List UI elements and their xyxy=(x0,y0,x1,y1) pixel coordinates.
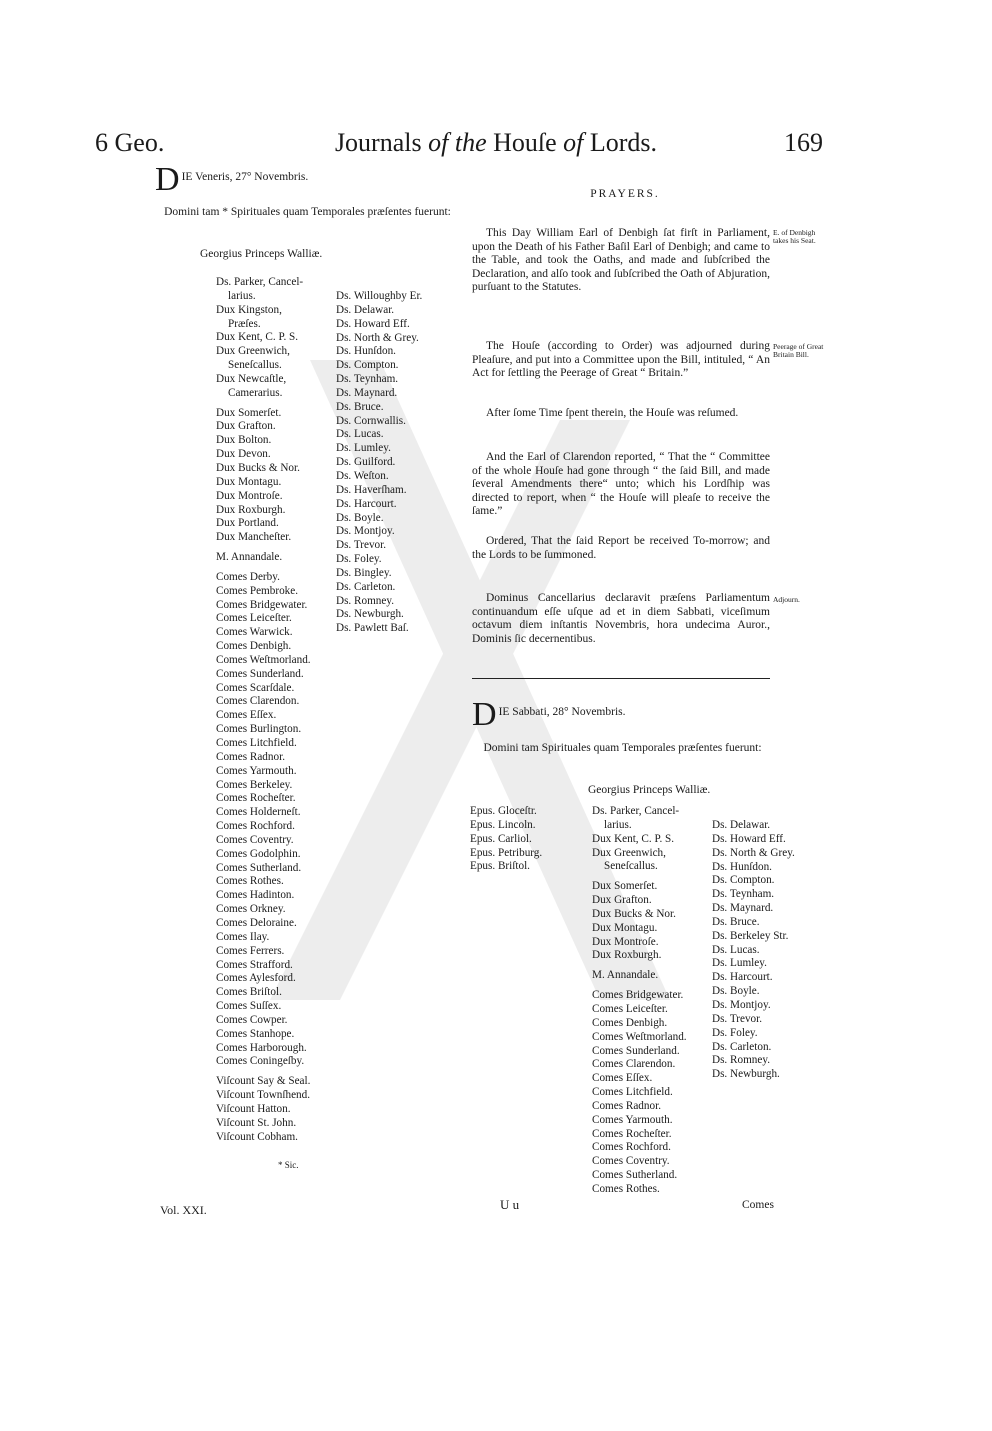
list-item: Comes Ilay. xyxy=(216,930,270,943)
list-item: Comes Rochford. xyxy=(592,1141,671,1154)
running-header-title: Journals of the Houſe of Lords. xyxy=(334,128,658,157)
list-item: Comes Bridgewater. xyxy=(592,989,684,1002)
list-item: Comes Rothes. xyxy=(592,1182,660,1195)
day2-peers-column-2 xyxy=(712,819,832,1082)
day1-prince: Georgius Princeps Walliæ. xyxy=(200,248,323,260)
list-item: Comes Deloraine. xyxy=(216,916,297,929)
list-item: Comes Sunderland. xyxy=(216,667,304,680)
volume-label: Vol. XXI. xyxy=(160,1203,207,1217)
list-item: Dux Grafton. xyxy=(216,420,276,433)
list-item: Viſcount Townſhend. xyxy=(216,1089,311,1102)
list-item: larius. xyxy=(604,818,632,831)
catchword: Comes xyxy=(742,1199,774,1211)
list-item: Dux Somerſet. xyxy=(592,880,658,893)
day2-drop-cap: D xyxy=(472,696,497,733)
list-item: Comes Yarmouth. xyxy=(592,1113,673,1126)
list-item: Comes Briſtol. xyxy=(216,986,282,999)
list-item: Ds. Compton. xyxy=(336,359,399,372)
list-item: Comes Coningeſby. xyxy=(216,1055,305,1068)
list-item: Dux Montagu. xyxy=(216,475,282,488)
day2-intro: Domini tam Spirituales quam Temporales præſentes fuerunt: xyxy=(483,742,762,754)
list-item: Ds. Maynard. xyxy=(712,902,774,915)
list-item: Ds. Berkeley Str. xyxy=(712,929,789,942)
list-item: Comes Radnor. xyxy=(592,1099,661,1112)
list-item: Ds. Boyle. xyxy=(712,985,760,998)
list-item: Comes Warwick. xyxy=(216,626,293,639)
list-item: Comes Eſſex. xyxy=(592,1072,653,1085)
list-item: Ds. Maynard. xyxy=(336,386,398,399)
list-item: Dux Greenwich, xyxy=(216,345,290,358)
list-item: Dux Newcaſtle, xyxy=(216,372,287,385)
list-item: M. Annandale. xyxy=(592,969,659,982)
list-item: Epus. Gloceſtr. xyxy=(470,805,537,817)
list-item: Comes Godolphin. xyxy=(216,847,301,860)
day1-peers-column-1 xyxy=(216,276,336,1144)
list-item: Dux Kent, C. P. S. xyxy=(216,331,299,344)
paragraph-ordered: Ordered, That the ſaid Report be received To-morrow; and the Lords to be ſummoned. xyxy=(472,535,770,561)
list-item: Comes Sutherland. xyxy=(216,861,302,874)
list-item: Ds. Carleton. xyxy=(336,580,396,593)
list-item: Seneſcallus. xyxy=(228,359,282,372)
list-item: Comes Sutherland. xyxy=(592,1169,678,1182)
list-item: Dux Portland. xyxy=(216,517,279,530)
list-item: Comes Pembroke. xyxy=(216,584,299,597)
list-item: Comes Derby. xyxy=(216,570,280,583)
page-number: 169 xyxy=(784,128,823,157)
list-item: Comes Clarendon. xyxy=(216,695,300,708)
list-item: Dux Mancheſter. xyxy=(216,531,292,544)
list-item: Seneſcallus. xyxy=(604,860,658,873)
list-item: Comes Rocheſter. xyxy=(592,1127,672,1140)
day2-prince: Georgius Princeps Walliæ. xyxy=(588,784,711,796)
list-item: Ds. Trevor. xyxy=(712,1012,763,1025)
list-item: Comes Scarſdale. xyxy=(216,681,295,694)
list-item: Dux Greenwich, xyxy=(592,846,666,859)
list-item: larius. xyxy=(228,289,256,302)
list-item: Ds. Foley. xyxy=(712,1026,758,1039)
list-item: Comes Coventry. xyxy=(592,1155,670,1168)
list-item: Dux Kingston, xyxy=(216,303,282,316)
list-item: Ds. Howard Eff. xyxy=(336,317,410,330)
list-item: Ds. North & Grey. xyxy=(336,331,419,344)
list-item: Comes Harborough. xyxy=(216,1041,307,1054)
list-item: Viſcount Hatton. xyxy=(216,1102,291,1115)
list-item: Ds. Howard Eff. xyxy=(712,832,786,845)
list-item: Comes Weſtmorland. xyxy=(216,653,311,666)
list-item: Ds. Lucas. xyxy=(336,428,384,441)
list-item: Comes Aylesford. xyxy=(216,972,296,985)
margin-note-denbigh: E. of Denbigh takes his Seat. xyxy=(773,228,816,245)
section-divider xyxy=(472,678,770,679)
list-item: Ds. Cornwallis. xyxy=(336,414,406,427)
list-item: Ds. Montjoy. xyxy=(712,998,771,1011)
list-item: Ds. Carleton. xyxy=(712,1040,772,1053)
list-item: Dux Bucks & Nor. xyxy=(216,461,300,474)
list-item: Dux Grafton. xyxy=(592,894,652,907)
list-item: Comes Leiceſter. xyxy=(216,612,292,625)
list-item: Ds. North & Grey. xyxy=(712,846,795,859)
list-item: Ds. Romney. xyxy=(712,1054,771,1067)
list-item: Comes Cowper. xyxy=(216,1013,288,1026)
signature-mark: U u xyxy=(500,1197,520,1212)
list-item: Ds. Parker, Cancel- xyxy=(216,276,304,288)
list-item: Ds. Montjoy. xyxy=(336,525,395,538)
list-item: Comes Rothes. xyxy=(216,875,284,888)
list-item: Ds. Boyle. xyxy=(336,511,384,524)
list-item: Comes Weſtmorland. xyxy=(592,1030,687,1043)
paragraph-adjourn: Dominus Cancellarius declaravit præſens Parliamentum continuandum eſſe uſque ad et in diem Sabbati, viceſimum octavum diem inſtantis Novembris, hora undecima Auror., Dominis ſic decernentibus. xyxy=(472,592,770,645)
list-item: Ds. Romney. xyxy=(336,594,395,607)
list-item: Dux Montroſe. xyxy=(216,489,283,502)
list-item: Ds. Teynham. xyxy=(336,373,399,386)
margin-note-adjourn: Adjourn. xyxy=(773,595,800,604)
list-item: Comes Strafford. xyxy=(216,958,293,971)
list-item: Epus. Carliol. xyxy=(470,832,532,845)
list-item: Comes Sunderland. xyxy=(592,1044,680,1057)
list-item: Viſcount Say & Seal. xyxy=(216,1075,311,1088)
list-item: Ds. Haverſham. xyxy=(336,483,407,496)
footnote: * Sic. xyxy=(278,1160,299,1170)
margin-note-peerage: Peerage of Great Britain Bill. xyxy=(773,342,824,359)
list-item: Ds. Foley. xyxy=(336,553,382,566)
list-item: Dux Bucks & Nor. xyxy=(592,907,676,920)
list-item: Ds. Willoughby Er. xyxy=(336,290,423,302)
running-header-left: 6 Geo. xyxy=(95,128,165,157)
list-item: Dux Roxburgh. xyxy=(592,949,662,962)
list-item: Comes Litchfield. xyxy=(592,1086,673,1099)
list-item: Ds. Harcourt. xyxy=(336,497,397,510)
list-item: Comes Clarendon. xyxy=(592,1058,676,1071)
list-item: Epus. Briſtol. xyxy=(470,860,530,873)
list-item: Comes Suſſex. xyxy=(216,1000,282,1013)
list-item: Dux Bolton. xyxy=(216,434,272,447)
list-item: Ds. Hunſdon. xyxy=(336,345,396,358)
list-item: Comes Hadinton. xyxy=(216,889,295,902)
list-item: Ds. Teynham. xyxy=(712,888,775,901)
list-item: Comes Rocheſter. xyxy=(216,792,296,805)
list-item: Ds. Delawar. xyxy=(336,303,395,316)
list-item: Dux Devon. xyxy=(216,448,271,461)
list-item: Dux Montroſe. xyxy=(592,935,659,948)
prayers-heading: PRAYERS. xyxy=(590,188,660,200)
list-item: Comes Burlington. xyxy=(216,723,302,736)
list-item: Ds. Bingley. xyxy=(336,566,392,579)
list-item: Dux Kent, C. P. S. xyxy=(592,832,675,845)
day1-intro: Domini tam * Spirituales quam Temporales præſentes fuerunt: xyxy=(164,206,451,218)
list-item: Comes Denbigh. xyxy=(592,1016,668,1029)
day1-peers-column-2 xyxy=(336,290,461,636)
list-item: Ds. Hunſdon. xyxy=(712,860,772,873)
day1-heading xyxy=(155,161,455,198)
list-item: Dux Roxburgh. xyxy=(216,503,286,516)
list-item: Comes Berkeley. xyxy=(216,778,293,791)
list-item: Comes Orkney. xyxy=(216,903,286,916)
list-item: Ds. Parker, Cancel- xyxy=(592,805,680,817)
list-item: Dux Montagu. xyxy=(592,921,658,934)
list-item: Ds. Lucas. xyxy=(712,943,760,956)
list-item: Comes Ferrers. xyxy=(216,944,285,957)
list-item: M. Annandale. xyxy=(216,551,283,564)
day1-drop-cap: D xyxy=(155,161,180,198)
list-item: Comes Leiceſter. xyxy=(592,1002,668,1015)
list-item: Comes Radnor. xyxy=(216,750,285,763)
list-item: Ds. Trevor. xyxy=(336,539,387,552)
list-item: Comes Stanhope. xyxy=(216,1027,295,1040)
paragraph-denbigh: This Day William Earl of Denbigh ſat firſt in Parliament, upon the Death of his Father Baſil Earl of Denbigh; and came to the Table, and took the Oaths, and made and ſubſcribed the Declaration, and alſo took and ſubſcribed the Oath of Abjuration, purſuant to the Statutes. xyxy=(472,227,770,294)
list-item: Ds. Newburgh. xyxy=(712,1068,780,1081)
paragraph-report: And the Earl of Clarendon reported, “ That the “ Committee of the whole Houſe had gone through “ the ſaid Bill, and made ſeveral Amendments there“ unto; which his Lordſhip was directed to report, when “ the Houſe will pleaſe to receive the ſame.” xyxy=(472,451,770,518)
list-item: Ds. Newburgh. xyxy=(336,608,404,621)
list-item: Ds. Guilford. xyxy=(336,456,396,469)
list-item: Ds. Bruce. xyxy=(712,915,760,928)
list-item: Viſcount Cobham. xyxy=(216,1130,298,1143)
list-item: Ds. Bruce. xyxy=(336,400,384,413)
list-item: Comes Litchfield. xyxy=(216,737,297,749)
list-item: Comes Denbigh. xyxy=(216,640,292,653)
list-item: Epus. Petriburg. xyxy=(470,846,543,859)
list-item: Ds. Lumley. xyxy=(712,957,767,970)
paragraph-resumed: After ſome Time ſpent therein, the Houſe was reſumed. xyxy=(486,407,739,419)
paragraph-peerage-bill: The Houſe (according to Order) was adjourned during Pleaſure, and put into a Committee upon the Bill, intituled, “ An Act for ſettling the Peerage of Great “ Britain.” xyxy=(472,340,770,380)
list-item: Comes Yarmouth. xyxy=(216,764,297,777)
list-item: Viſcount St. John. xyxy=(216,1116,297,1129)
list-item: Ds. Lumley. xyxy=(336,442,391,455)
list-item: Præſes. xyxy=(228,317,261,330)
list-item: Comes Eſſex. xyxy=(216,709,277,722)
list-item: Ds. Compton. xyxy=(712,874,775,887)
list-item: Ds. Harcourt. xyxy=(712,971,773,984)
list-item: Comes Holderneſt. xyxy=(216,806,301,819)
list-item: Ds. Delawar. xyxy=(712,819,771,831)
day2-peers-column-1 xyxy=(592,805,712,1197)
list-item: Comes Bridgewater. xyxy=(216,598,308,611)
day2-bishops-column xyxy=(470,805,585,874)
list-item: Epus. Lincoln. xyxy=(470,818,536,831)
list-item: Camerarius. xyxy=(228,386,283,399)
list-item: Dux Somerſet. xyxy=(216,406,282,419)
list-item: Ds. Weſton. xyxy=(336,469,389,482)
day2-date: IE Sabbati, 28° Novembris. xyxy=(498,706,626,718)
day1-date: IE Veneris, 27° Novembris. xyxy=(181,171,309,183)
list-item: Comes Coventry. xyxy=(216,833,294,846)
list-item: Ds. Pawlett Baſ. xyxy=(336,622,409,635)
list-item: Comes Rochford. xyxy=(216,820,295,833)
day2-heading xyxy=(472,696,772,733)
